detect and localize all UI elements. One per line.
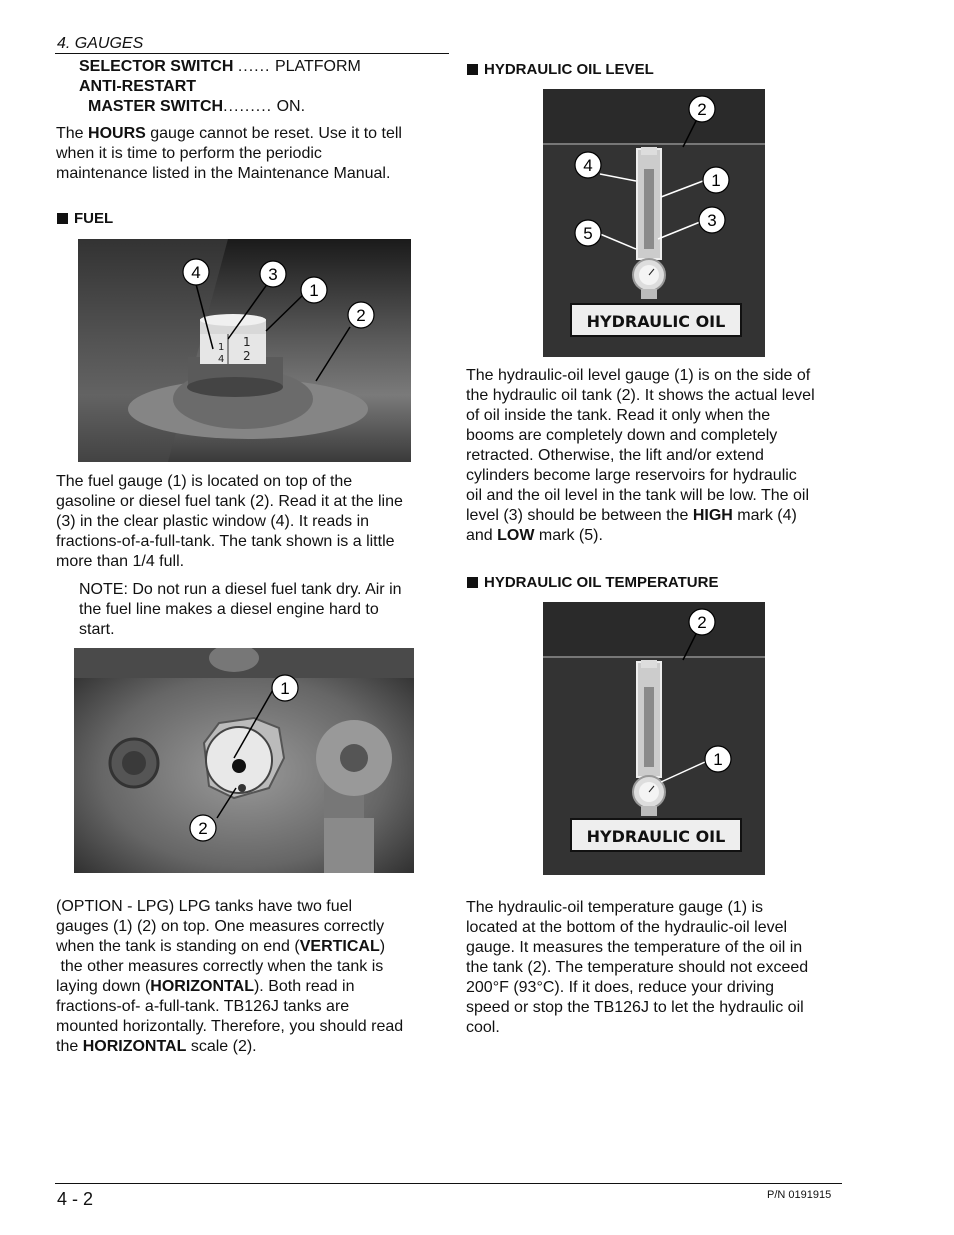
text-run: scale (2). [186,1038,257,1055]
callout-text: 2 [198,819,208,838]
callout-2 [348,302,374,328]
leader-dots: ......... [223,98,273,115]
text-line: located at the bottom of the hydraulic-oil level [466,919,788,936]
heading-text: HYDRAULIC OIL TEMPERATURE [484,574,719,591]
footer-rule [55,1183,842,1184]
callout-text: 1 [713,750,723,769]
switch-value: ON. [276,98,306,115]
text-line: more than 1/4 full. [56,553,185,570]
switch-value: PLATFORM [274,58,361,75]
text-line: gauge. It measures the temperature of the oil in [466,939,803,956]
text-line [466,526,846,546]
hydraulic-level-photo [543,89,765,357]
text-run: when the tank is standing on end ( [56,938,300,955]
text-run: gauge cannot be reset. Use it to tell [145,125,402,142]
hours-paragraph [56,124,446,184]
callout-4 [575,152,601,178]
text-line: gasoline or diesel fuel tank (2). Read it at the line [56,493,403,510]
bold-term: HORIZONTAL [150,978,254,995]
text-line: (OPTION - LPG) LPG tanks have two fuel [56,898,353,915]
heading-text: HYDRAULIC OIL LEVEL [484,61,654,78]
text-line [56,977,451,997]
text-run: ). Both read in [253,978,355,995]
text-line: gauges (1) (2) on top. One measures correctly [56,918,385,935]
text-line [56,124,446,144]
scale-quarter-den: 4 [218,354,225,365]
callout-text: 1 [309,281,319,300]
text-line: fractions-of- a-full-tank. TB126J tanks are [56,998,350,1015]
callout-2 [689,609,715,635]
text-line: NOTE: Do not run a diesel fuel tank dry. Air in [79,581,402,598]
callout-3 [260,261,286,287]
text-run: ) [379,938,386,955]
callout-text: 2 [697,100,707,119]
text-line: mounted horizontally. Therefore, you should read [56,1018,404,1035]
callout-text: 3 [707,211,717,230]
text-line: (3) in the clear plastic window (4). It reads in [56,513,370,530]
callout-text: 1 [280,679,290,698]
text-line: the other measures correctly when the tank is [56,958,384,975]
callout-text: 4 [583,156,593,175]
text-line: oil and the oil level in the tank will be low. The oil [466,487,810,504]
switch-setting-master [88,97,305,117]
page-number: 4 - 2 [57,1189,94,1209]
text-line: start. [79,621,115,638]
callout-2 [689,96,715,122]
lpg-paragraph [56,897,451,1057]
callout-1 [272,675,298,701]
text-line: The hydraulic-oil level gauge (1) is on the side of [466,367,811,384]
text-run: laying down ( [56,978,151,995]
text-line [466,506,846,526]
text-line: speed or stop the TB126J to let the hydraulic oil [466,999,804,1016]
text-run: mark (5). [534,527,603,544]
scale-half-den: 2 [243,349,251,363]
text-line: The fuel gauge (1) is located on top of the [56,473,353,490]
bold-term: HIGH [692,507,733,524]
callout-3 [699,207,725,233]
section-title: 4. GAUGES [57,35,144,52]
fuel-heading [57,210,113,227]
text-line: when it is time to perform the periodic [56,145,322,162]
switch-setting-anti-restart: ANTI-RESTART [79,78,197,95]
text-line: 200°F (93°C). If it does, reduce your driving [466,979,775,996]
hydraulic-oil-label-plate: HYDRAULIC OIL [586,827,726,846]
text-line: cool. [466,1019,500,1036]
callout-text: 4 [191,263,201,282]
hydraulic-oil-label-plate: HYDRAULIC OIL [586,312,726,331]
bold-term: VERTICAL [299,938,380,955]
hydraulic-temperature-paragraph [466,898,846,1038]
callout-1 [705,746,731,772]
text-line [56,937,451,957]
text-line: maintenance listed in the Maintenance Manual. [56,165,391,182]
switch-label: MASTER SWITCH [88,98,224,115]
callout-text: 5 [583,224,593,243]
callout-text: 3 [268,265,278,284]
scale-half-num: 1 [243,335,251,349]
text-line: fractions-of-a-full-tank. The tank shown is a little [56,533,395,550]
text-run: The [56,125,89,142]
text-line [56,1037,451,1057]
callout-4 [183,259,209,285]
callout-5 [575,220,601,246]
text-line: booms are completely down and completely [466,427,778,444]
text-line: of oil inside the tank. Read it only when the [466,407,771,424]
bullet-square-icon [467,64,478,75]
hydraulic-temperature-heading [467,574,718,591]
text-run: mark (4) [732,507,797,524]
text-run: and [466,527,498,544]
callout-text: 2 [356,306,366,325]
fuel-gauge-photo [78,239,411,462]
bold-term: HORIZONTAL [82,1038,187,1055]
hydraulic-level-paragraph [466,366,846,546]
hydraulic-temperature-photo [543,602,765,875]
text-line: The hydraulic-oil temperature gauge (1) is [466,899,764,916]
callout-1 [301,277,327,303]
bullet-square-icon [57,213,68,224]
text-line: the tank (2). The temperature should not exceed [466,959,809,976]
scale-quarter-num: 1 [218,342,225,353]
leader-dots: ...... [237,58,271,75]
hydraulic-level-heading [467,61,654,78]
switch-setting-selector [79,57,361,77]
text-line: cylinders become large reservoirs for hydraulic [466,467,797,484]
switch-label: SELECTOR SWITCH [79,58,234,75]
diesel-note [79,580,449,640]
text-run: level (3) should be between the [466,507,693,524]
callout-1 [703,167,729,193]
text-line: the fuel line makes a diesel engine hard to [79,601,379,618]
bullet-square-icon [467,577,478,588]
callout-text: 2 [697,613,707,632]
header-rule [55,53,449,54]
heading-text: FUEL [74,210,114,227]
callout-2 [190,815,216,841]
part-number: P/N 0191915 [767,1189,832,1201]
text-line: the hydraulic oil tank (2). It shows the actual level [466,387,815,404]
text-run: the [56,1038,83,1055]
text-line: retracted. Otherwise, the lift and/or extend [466,447,764,464]
fuel-paragraph [56,472,446,572]
callout-text: 1 [711,171,721,190]
bold-term: LOW [497,527,535,544]
bold-term: HOURS [88,125,146,142]
lpg-gauge-photo [74,648,414,873]
